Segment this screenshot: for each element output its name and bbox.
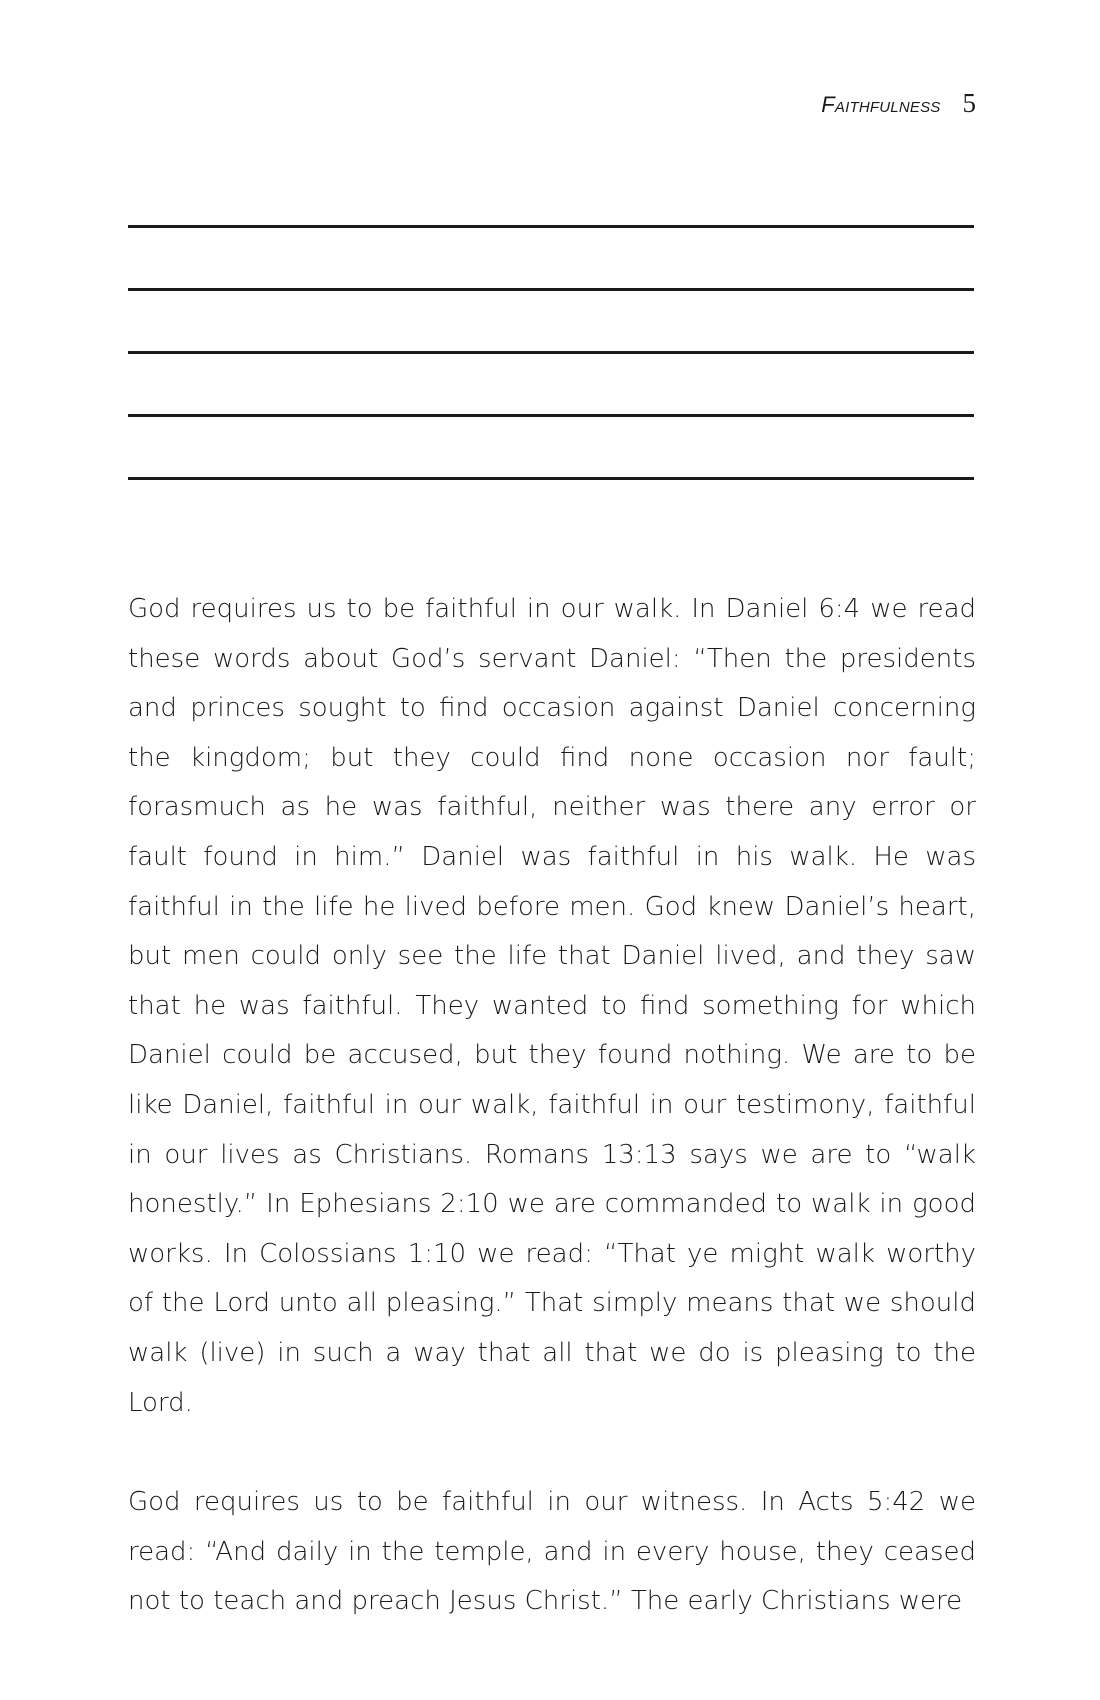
answer-lines — [128, 225, 974, 540]
paragraph-walk: God requires us to be faithful in our walk. In Daniel 6:4 we read these words about God’s servant Daniel: “Then the presidents and princes sought to find occasion against Daniel concerning the kingdom; but they could find none occasion nor fault; forasmuch as he was faithful, neither was there any error or fault found in him.” Daniel was faithful in his walk. He was faithful in the life he lived before men. God knew Daniel’s heart, but men could only see the life that Daniel lived, and they saw that he was faithful. They wanted to find something for which Daniel could be accused, but they found nothing. We are to be like Daniel, faithful in our walk, faithful in our testimony, faithful in our lives as Christians. Romans 13:13 says we are to “walk honestly.” In Ephesians 2:10 we are commanded to walk in good works. In Colossians 1:10 we read: “That ye might walk worthy of the Lord unto all pleasing.” That simply means that we should walk (live) in such a way that all that we do is pleasing to the Lord. — [128, 594, 976, 1418]
answer-line — [128, 288, 974, 291]
answer-line — [128, 414, 974, 417]
answer-line — [128, 477, 974, 480]
body-text — [128, 585, 976, 1627]
page-number: 5 — [962, 88, 976, 118]
running-head: Faithfulness — [821, 92, 941, 117]
answer-line — [128, 351, 974, 354]
paragraph-witness: God requires us to be faithful in our witness. In Acts 5:42 we read: “And daily in the temple, and in every house, they ceased not to teach and preach Jesus Christ.” The early Christians were — [128, 1487, 976, 1617]
page-header — [821, 88, 976, 119]
answer-line — [128, 225, 974, 228]
